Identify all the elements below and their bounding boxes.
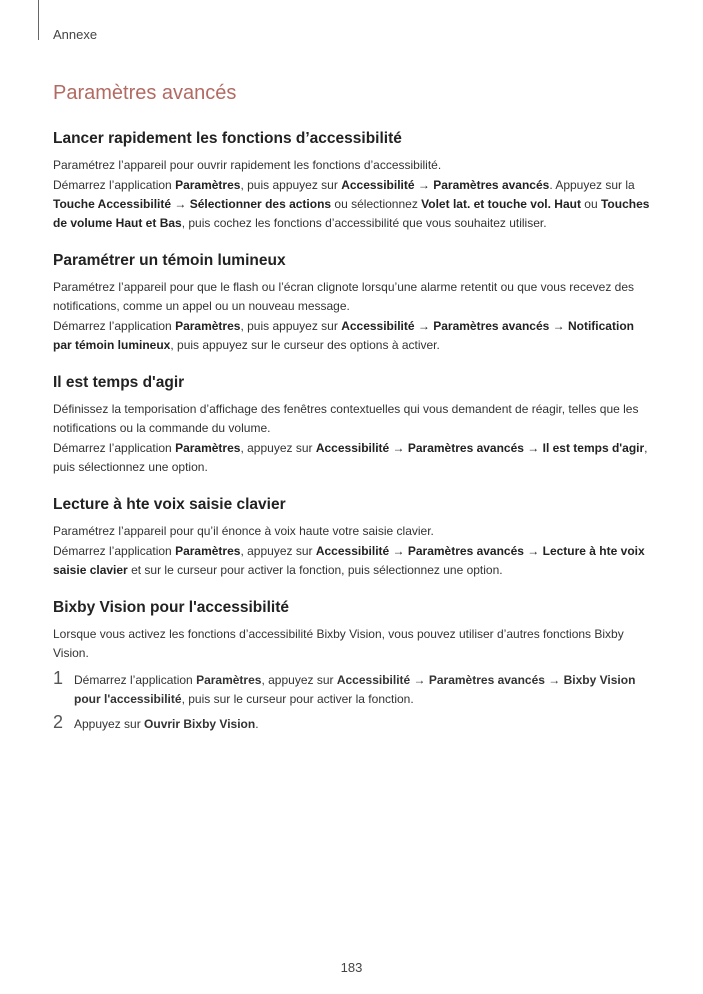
step-number: 2 (53, 712, 64, 732)
step-list (53, 668, 653, 734)
page-title: Paramètres avancés (53, 82, 237, 104)
section-quick-launch (53, 130, 653, 233)
section-flash-notification (53, 252, 653, 355)
paragraph: Démarrez l’application Paramètres, puis appuyez sur Accessibilité → Paramètres avancés. Appuyez sur la Touche Accessibilité → Sélectionner des actions ou sélectionnez Volet lat. et touche vol. Haut ou Touches de volume Haut et Bas, puis cochez les fonctions d’accessibilité que vous souhaitez utiliser. (53, 178, 650, 230)
ui-term: Touches de volume Haut et Bas (53, 197, 650, 230)
paragraph: Démarrez l’application Paramètres, appuyez sur Accessibilité → Paramètres avancés → Lecture à hte voix saisie clavier et sur le curseur pour activer la fonction, puis sélectionnez une option. (53, 544, 645, 577)
ui-term: Paramètres (175, 319, 241, 333)
ui-term: Volet lat. et touche vol. Haut (421, 197, 581, 211)
section-bixby-vision (53, 599, 653, 734)
section-title: Il est temps d'agir (53, 374, 185, 391)
step-item (53, 668, 653, 709)
paragraph: Définissez la temporisation d’affichage des fenêtres contextuelles qui vous demandent de réagir, telles que les notifications ou la commande du volume. (53, 402, 639, 435)
ui-term: Accessibilité → Paramètres avancés → Bixby Vision pour l'accessibilité (74, 673, 636, 706)
page-number: 183 (340, 960, 363, 975)
step-number: 1 (53, 668, 64, 688)
section-title: Lecture à hte voix saisie clavier (53, 496, 286, 513)
section-title: Paramétrer un témoin lumineux (53, 252, 286, 269)
step-text: Appuyez sur Ouvrir Bixby Vision. (74, 717, 259, 731)
section-time-to-take-action (53, 374, 653, 477)
ui-term: Accessibilité → Paramètres avancés → Lecture à hte voix saisie clavier (53, 544, 645, 577)
ui-term: Paramètres (175, 441, 241, 455)
running-header: Annexe (53, 27, 98, 42)
paragraph: Lorsque vous activez les fonctions d’accessibilité Bixby Vision, vous pouvez utiliser d’autres fonctions Bixby Vision. (53, 627, 624, 660)
ui-term: Accessibilité → Paramètres avancés (341, 178, 550, 192)
section-title: Lancer rapidement les fonctions d’accessibilité (53, 130, 402, 147)
paragraph: Démarrez l’application Paramètres, puis appuyez sur Accessibilité → Paramètres avancés → Notification par témoin lumineux, puis appuyez sur le curseur des options à activer. (53, 319, 634, 352)
content (53, 130, 653, 740)
section-keyboard-read-aloud (53, 496, 653, 580)
ui-term: Paramètres (175, 544, 241, 558)
paragraph: Démarrez l’application Paramètres, appuyez sur Accessibilité → Paramètres avancés → Il est temps d'agir, puis sélectionnez une option. (53, 441, 648, 474)
ui-term: Paramètres (196, 673, 262, 687)
paragraph: Paramétrez l’appareil pour que le flash ou l’écran clignote lorsqu’une alarme retentit ou que vous recevez des notifications, comme un appel ou un nouveau message. (53, 280, 634, 313)
ui-term: Paramètres (175, 178, 241, 192)
paragraph: Paramétrez l’appareil pour qu’il énonce à voix haute votre saisie clavier. (53, 524, 434, 538)
step-item (53, 712, 653, 734)
paragraph: Paramétrez l’appareil pour ouvrir rapidement les fonctions d’accessibilité. (53, 158, 442, 172)
ui-term: Accessibilité → Paramètres avancés → Il est temps d'agir (315, 441, 645, 455)
ui-term: Accessibilité → Paramètres avancés → Notification par témoin lumineux (53, 319, 634, 352)
ui-term: Touche Accessibilité → Sélectionner des actions (53, 197, 332, 211)
section-title: Bixby Vision pour l'accessibilité (53, 599, 289, 616)
header-rule (38, 0, 39, 40)
ui-term: Ouvrir Bixby Vision (144, 717, 256, 731)
step-text: Démarrez l’application Paramètres, appuyez sur Accessibilité → Paramètres avancés → Bixby Vision pour l'accessibilité, puis sur le curseur pour activer la fonction. (74, 673, 636, 706)
